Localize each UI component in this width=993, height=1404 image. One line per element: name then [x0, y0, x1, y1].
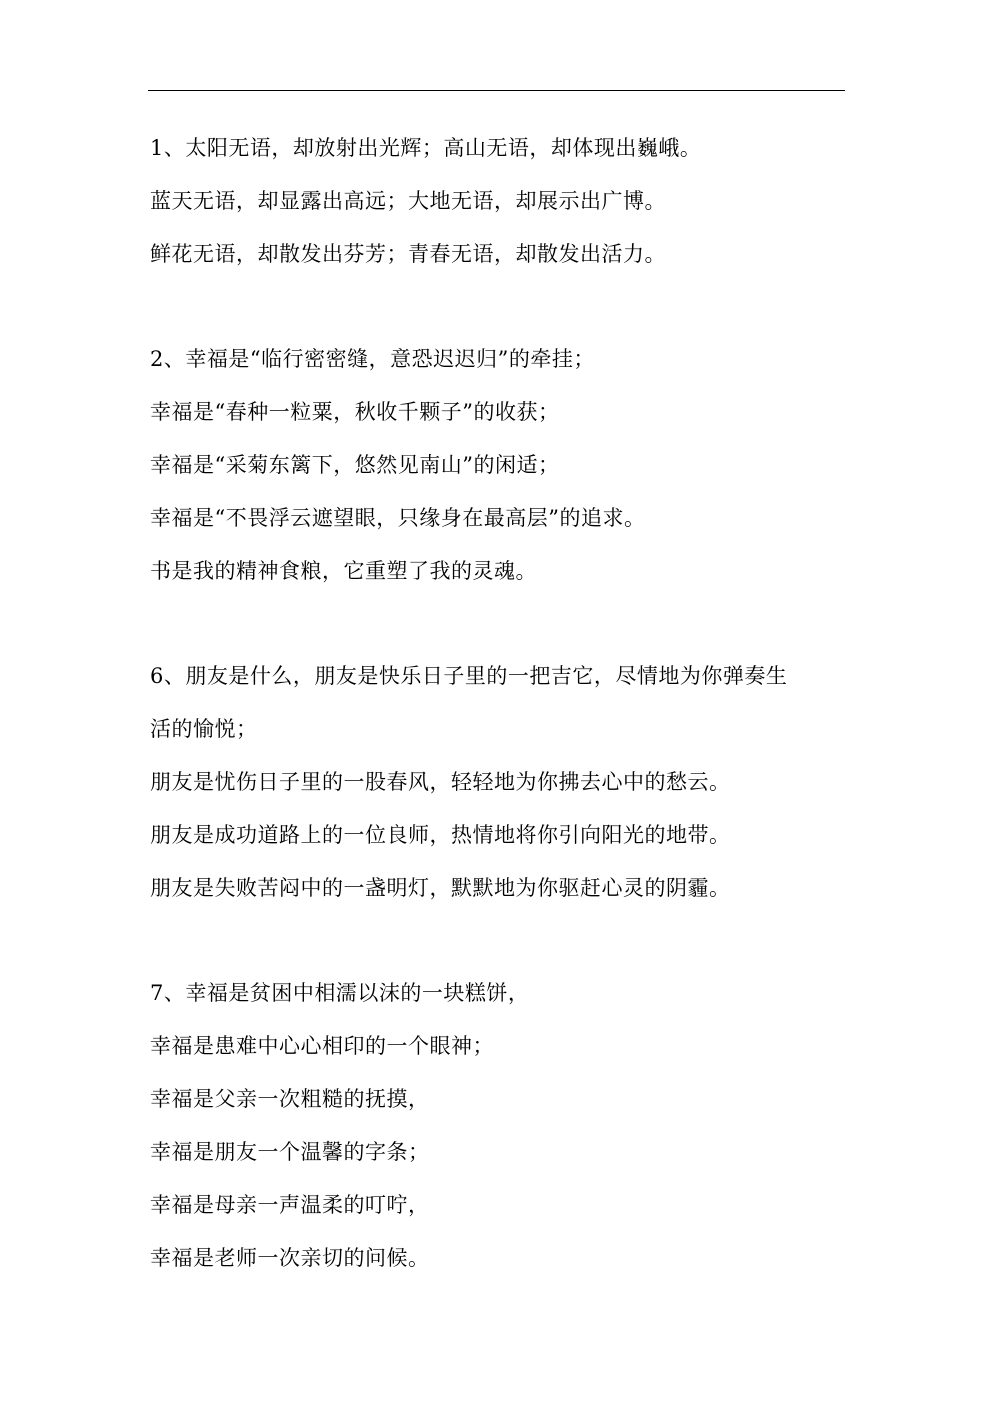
text-line: 1、太阳无语，却放射出光辉；高山无语，却体现出巍峨。	[150, 136, 702, 160]
text-line: 朋友是失败苦闷中的一盏明灯，默默地为你驱赶心灵的阴霾。	[150, 876, 731, 900]
text-line: 幸福是“不畏浮云遮望眼，只缘身在最高层”的追求。	[150, 506, 646, 530]
text-line: 6、朋友是什么，朋友是快乐日子里的一把吉它，尽情地为你弹奏生	[150, 664, 788, 688]
text-line: 幸福是老师一次亲切的问候。	[150, 1246, 430, 1270]
text-line: 幸福是患难中心心相印的一个眼神；	[150, 1034, 494, 1058]
text-line: 朋友是忧伤日子里的一股春风，轻轻地为你拂去心中的愁云。	[150, 770, 731, 794]
text-line: 幸福是朋友一个温馨的字条；	[150, 1140, 430, 1164]
text-line: 幸福是“采菊东篱下，悠然见南山”的闲适；	[150, 453, 560, 477]
text-line: 书是我的精神食粮，它重塑了我的灵魂。	[150, 559, 537, 583]
text-line: 幸福是“春种一粒粟，秋收千颗子”的收获；	[150, 400, 560, 424]
paragraph-1	[150, 122, 850, 281]
document-body	[150, 122, 850, 1337]
text-line: 2、幸福是“临行密密缝，意恐迟迟归”的牵挂；	[150, 347, 595, 371]
paragraph-7	[150, 967, 850, 1285]
text-line: 7、幸福是贫困中相濡以沫的一块糕饼，	[150, 981, 530, 1005]
text-line: 活的愉悦；	[150, 717, 258, 741]
paragraph-6	[150, 650, 850, 915]
text-line: 蓝天无语，却显露出高远；大地无语，却展示出广博。	[150, 189, 666, 213]
text-line: 幸福是母亲一声温柔的叮咛，	[150, 1193, 430, 1217]
text-line: 鲜花无语，却散发出芬芳；青春无语，却散发出活力。	[150, 242, 666, 266]
header-rule	[148, 90, 845, 91]
text-line: 幸福是父亲一次粗糙的抚摸，	[150, 1087, 430, 1111]
paragraph-2	[150, 333, 850, 598]
text-line: 朋友是成功道路上的一位良师，热情地将你引向阳光的地带。	[150, 823, 731, 847]
